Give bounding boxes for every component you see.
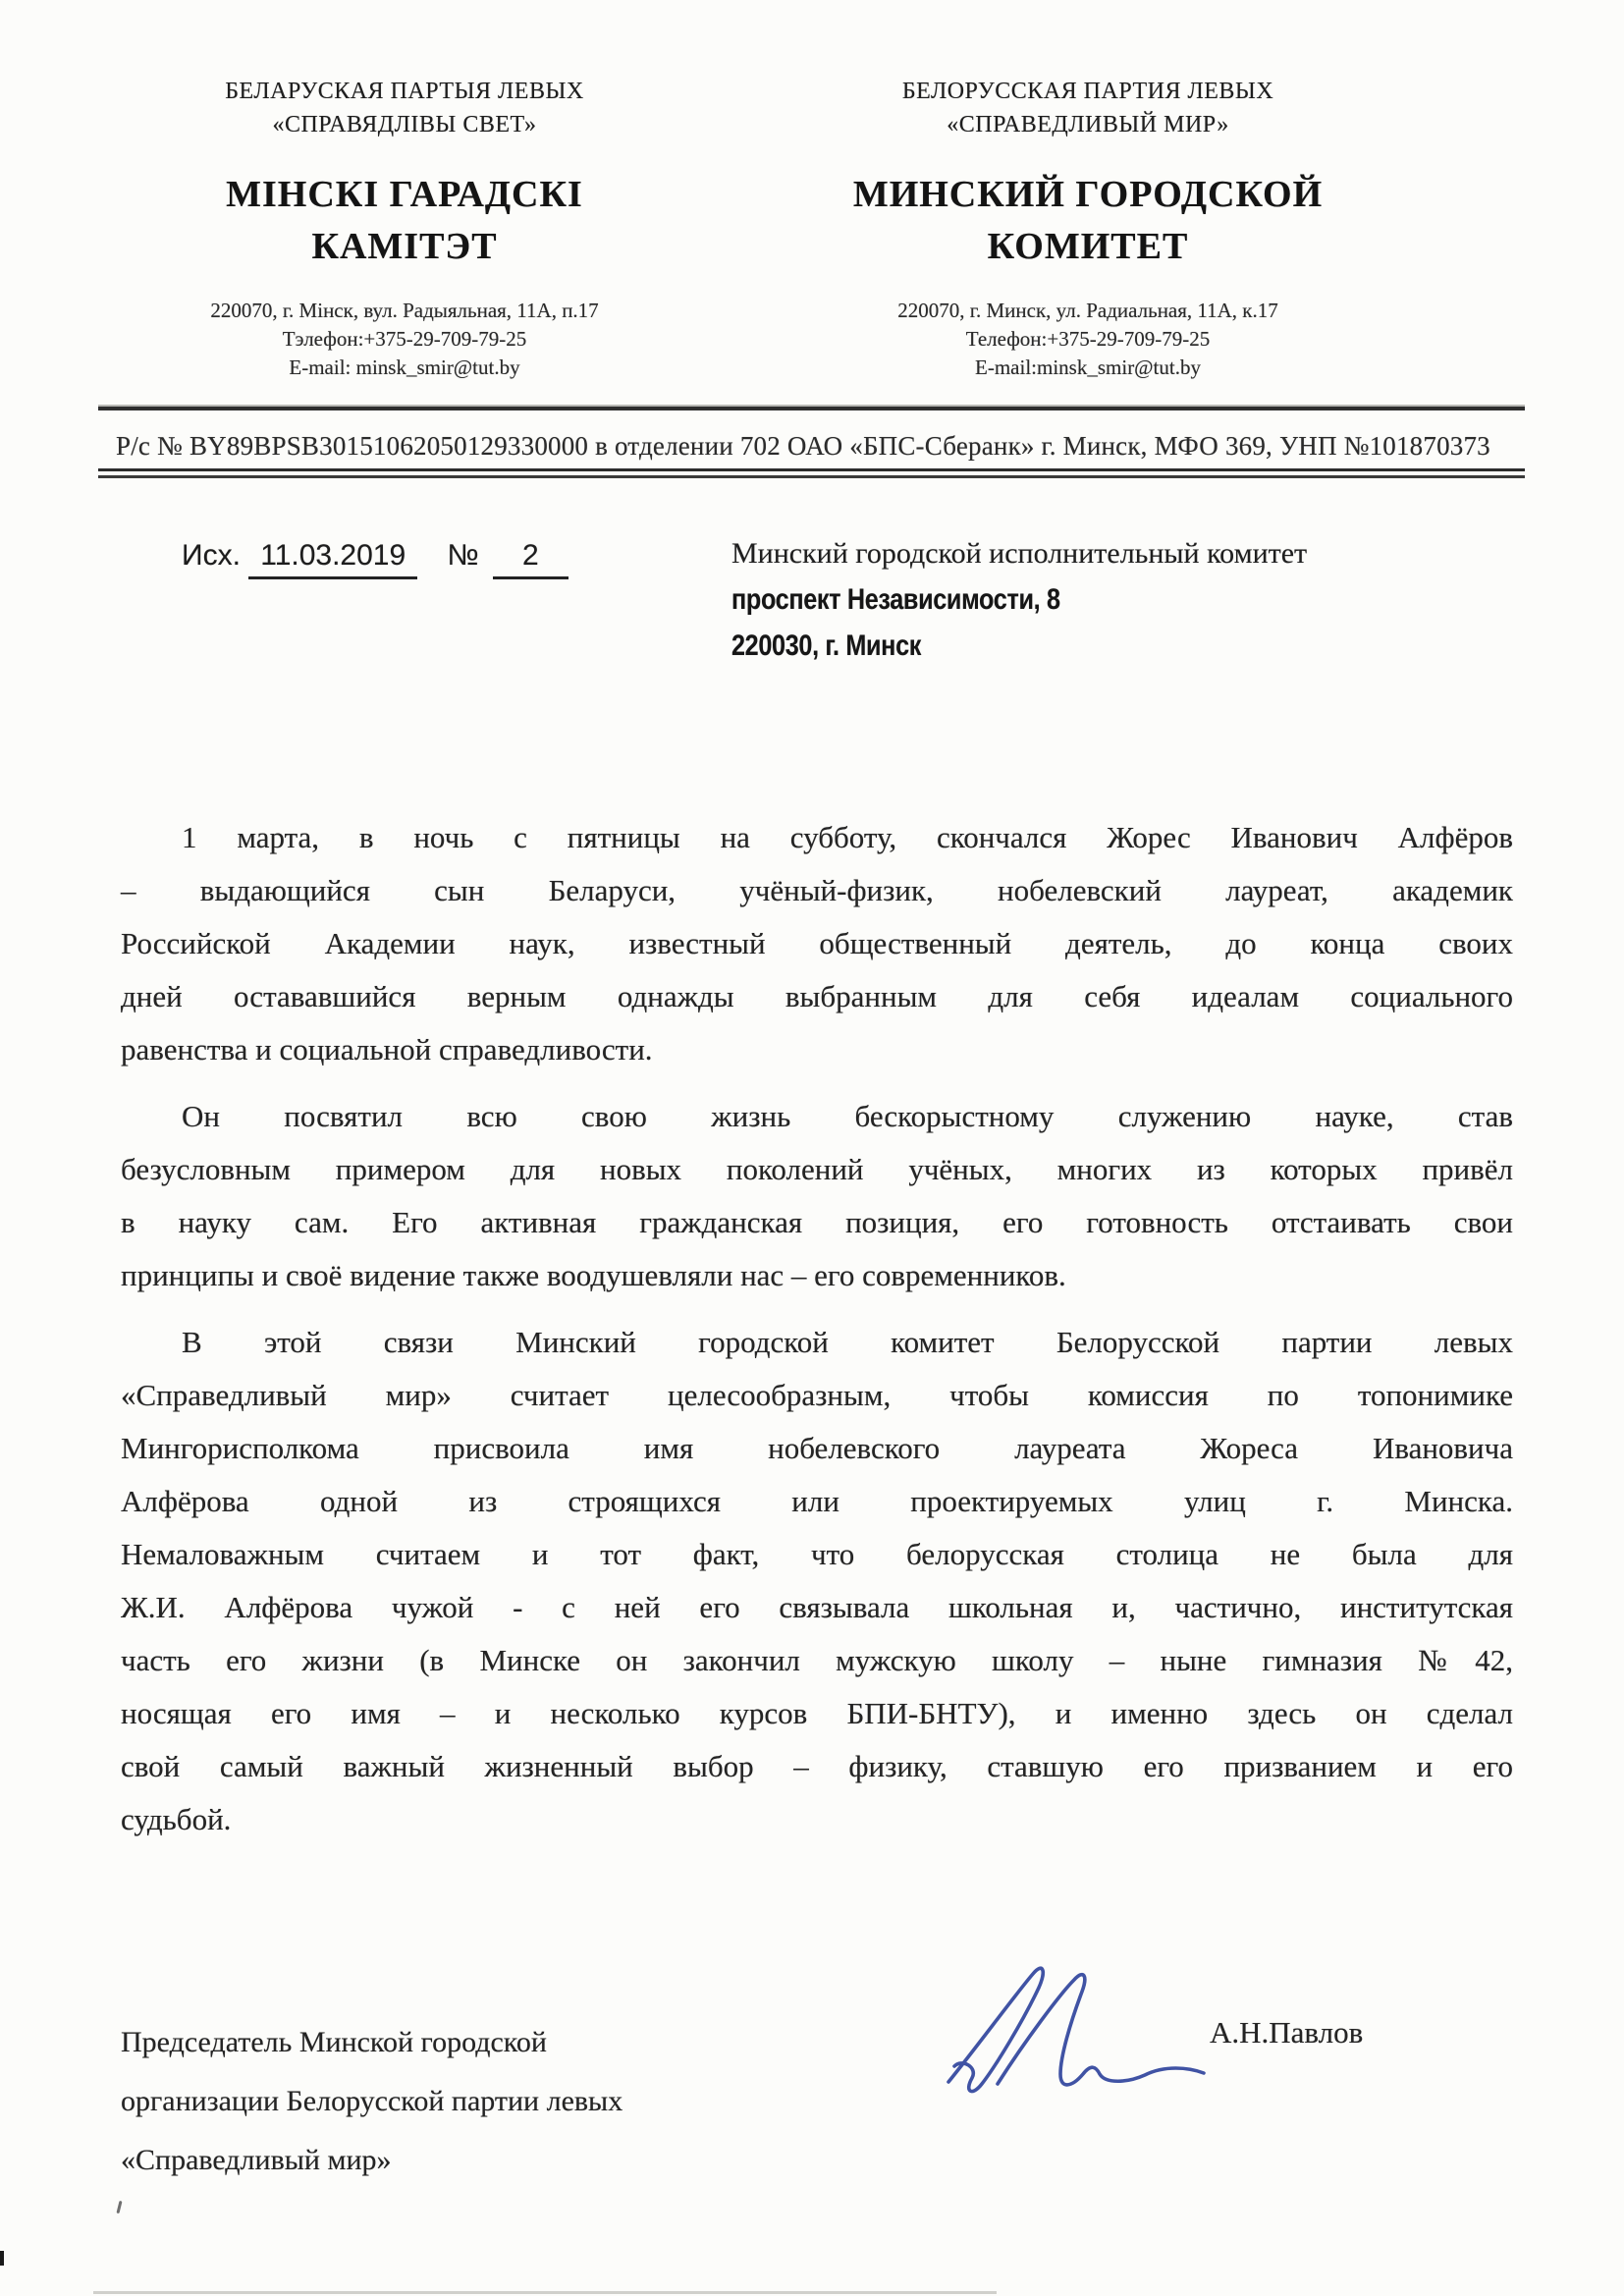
ref-number: 2 [493,539,568,579]
email-by: E-mail: minsk_smir@tut.by [289,355,520,379]
address-ru: 220070, г. Минск, ул. Радиальная, 11А, к.17 [897,299,1278,322]
party-name-ru-line1: БЕЛОРУССКАЯ ПАРТИЯ ЛЕВЫХ [901,79,1274,104]
signer-title-line1: Председатель Минской городской [121,2026,547,2058]
body-line: дней остававшийся верным однажды выбранным для себя идеалам социального [121,979,1513,1013]
body-line: В этой связи Минский городской комитет Белорусской партии левых [182,1325,1513,1359]
recipient-name: Минский городской исполнительный комитет [731,537,1308,570]
email-ru: E-mail:minsk_smir@tut.by [975,355,1201,379]
committee-ru-line2: КОМИТЕТ [987,226,1189,267]
ref-label: Исх. [182,539,241,572]
letter-body [121,811,1513,1860]
outgoing-reference [182,539,568,579]
party-name-ru-line2: «СПРАВЕДЛИВЫЙ МИР» [947,112,1229,137]
body-line: носящая его имя – и несколько курсов БПИ-БНТУ), и именно здесь он сделал [121,1696,1513,1730]
body-line: – выдающийся сын Беларуси, учёный-физик, нобелевский лауреат, академик [121,873,1513,907]
party-name-by-line1: БЕЛАРУСКАЯ ПАРТЫЯ ЛЕВЫХ [225,79,584,104]
address-by: 220070, г. Мінск, вул. Радыяльная, 11А, п.17 [210,299,599,322]
body-line: судьбой. [121,1802,232,1836]
committee-by-line2: КАМІТЭТ [311,226,498,267]
bank-requisites: Р/с № BY89BPSB30151062050129330000 в отделении 702 ОАО «БПС-Сберанк» г. Минск, МФО 369, УНП №101870373 [116,431,1490,461]
scan-edge-mark [0,2251,4,2266]
body-line: часть его жизни (в Минске он закончил мужскую школу – ныне гимназия №42, [121,1643,1513,1677]
body-line: безусловным примером для новых поколений учёных, многих из которых привёл [121,1152,1513,1186]
phone-by: Тэлефон:+375-29-709-79-25 [282,327,527,351]
party-name-by-line2: «СПРАВЯДЛІВЫ СВЕТ» [272,112,537,137]
signer-title [121,2013,623,2190]
body-line: Немаловажным считаем и тот факт, что белорусская столица не была для [121,1537,1513,1571]
letterhead-russian [744,75,1432,382]
signer-title-line2: организации Белорусской партии левых [121,2085,623,2117]
recipient-block [731,530,1307,669]
paragraph-2 [121,1090,1513,1302]
body-line: свой самый важный жизненный выбор – физику, ставшую его призванием и его [121,1749,1513,1783]
signer-name: А.Н.Павлов [1210,2015,1364,2050]
committee-by-line1: МІНСКІ ГАРАДСКІ [226,174,583,215]
signer-title-line3: «Справедливый мир» [121,2144,392,2176]
horizontal-rule-bottom [98,468,1525,478]
body-line: в науку сам. Его активная гражданская позиция, его готовность отстаивать свои [121,1205,1513,1239]
recipient-city: 220030, г. Минск [731,629,922,662]
body-line: принципы и своё видение также воодушевляли нас – его современников. [121,1258,1066,1292]
body-line: равенства и социальной справедливости. [121,1032,653,1066]
ref-date: 11.03.2019 [248,539,417,579]
phone-ru: Телефон:+375-29-709-79-25 [965,327,1211,351]
horizontal-rule-top [98,407,1525,410]
body-line: «Справедливый мир» считает целесообразным, чтобы комиссия по топонимике [121,1378,1513,1412]
body-line: Алфёрова одной из строящихся или проектируемых улиц г. Минска. [121,1484,1513,1518]
body-line: Мингорисполкома присвоила имя нобелевского лауреата Жореса Ивановича [121,1431,1513,1465]
ref-number-sign: № [447,539,479,572]
body-line: Он посвятил всю свою жизнь бескорыстному служению науке, став [182,1099,1513,1133]
body-line: 1 марта, в ночь с пятницы на субботу, скончался Жорес Иванович Алфёров [182,820,1513,854]
committee-ru-line1: МИНСКИЙ ГОРОДСКОЙ [852,174,1324,215]
paragraph-1 [121,811,1513,1076]
scan-speck [116,2201,122,2214]
body-line: Российской Академии наук, известный общественный деятель, до конца своих [121,926,1513,960]
paragraph-3 [121,1316,1513,1846]
body-line: Ж.И. Алфёрова чужой - с ней его связывала школьная и, частично, институтская [121,1590,1513,1624]
letterhead-belarusian [61,75,748,382]
recipient-street: проспект Независимости, 8 [731,583,1060,616]
scan-bottom-edge [93,2291,997,2294]
handwritten-signature-icon [935,1956,1229,2113]
